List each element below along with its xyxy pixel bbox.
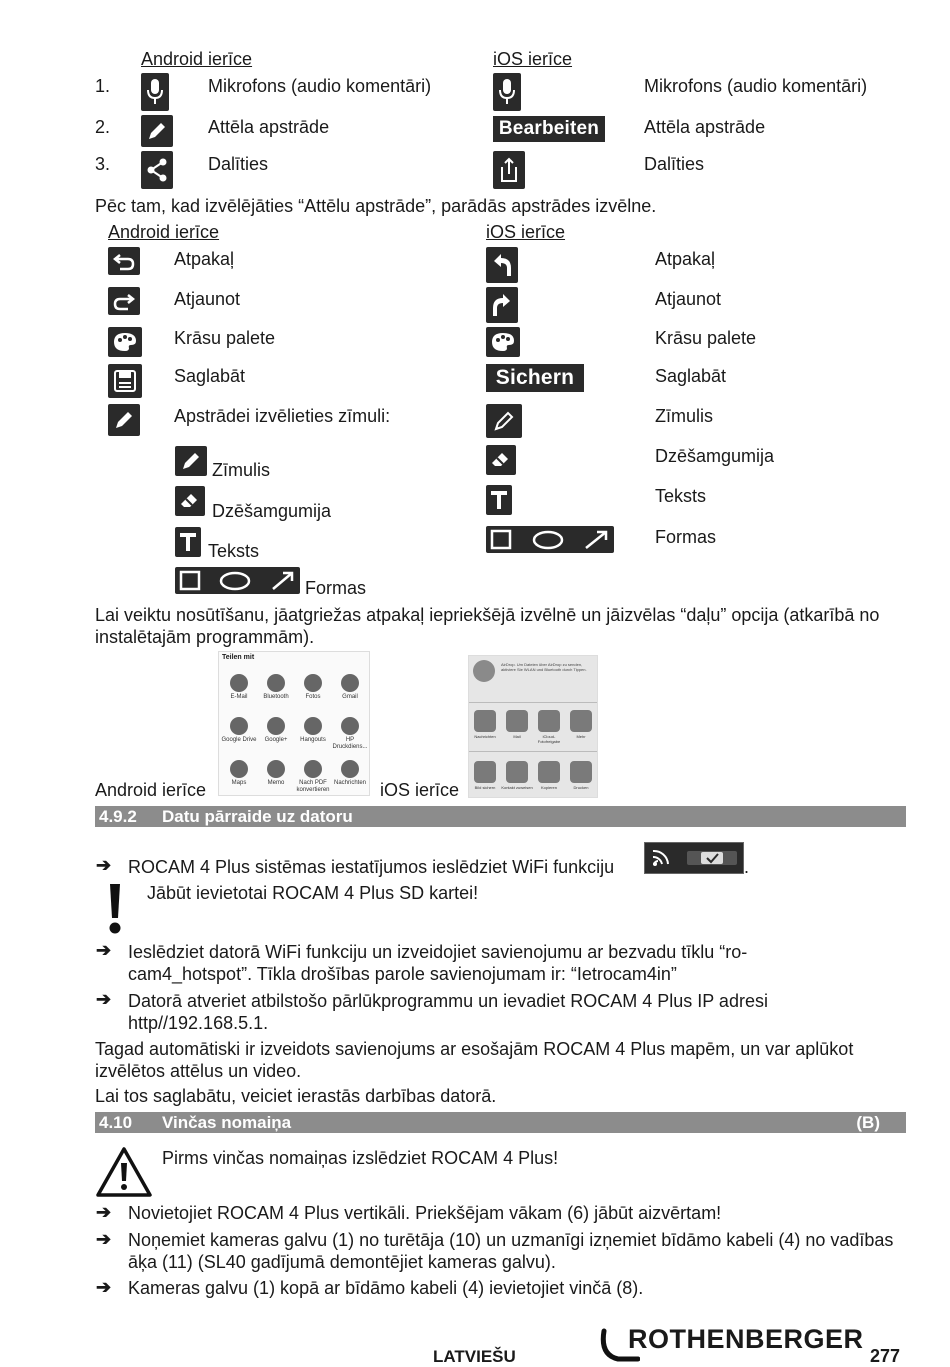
- share-app-more: Mehr: [565, 710, 597, 739]
- microphone-icon: [141, 73, 169, 111]
- palette-icon: [486, 327, 520, 357]
- android-mic-label: Mikrofons (audio komentāri): [208, 76, 432, 96]
- redo-icon: [108, 287, 140, 315]
- airdrop-icon: [473, 660, 495, 682]
- android-column-header: Android ierīce: [141, 49, 253, 69]
- share-app-messages: Nachrichten: [469, 710, 501, 739]
- android-text-label: Teksts: [208, 541, 260, 561]
- android-eraser-label: Dzēšamgumija: [212, 501, 332, 521]
- page-number: 277: [870, 1346, 901, 1366]
- android-redo-label: Atjaunot: [174, 289, 241, 309]
- share-app-gmail: Gmail: [330, 674, 370, 701]
- text-tool-icon: [175, 527, 201, 557]
- android-palette-label: Krāsu palete: [174, 328, 276, 348]
- pencil-icon: [108, 404, 140, 436]
- share-action-copy: Kopieren: [533, 761, 565, 790]
- share-sheet-title: Teilen mit: [222, 654, 255, 661]
- android-column-header: Android ierīce: [108, 222, 220, 242]
- footer-language: LATVIEŠU: [433, 1347, 516, 1366]
- ios-column-header: iOS ierīce: [493, 49, 573, 69]
- share-app-photos: Fotos: [293, 674, 333, 701]
- android-save-label: Saglabāt: [174, 366, 246, 386]
- edit-menu-intro: Pēc tam, kad izvēlējāties “Attēlu apstrāde”, parādās apstrādes izvēlne.: [95, 196, 657, 216]
- section-heading-4-9-2: [95, 806, 906, 827]
- save-paragraph: Lai tos saglabātu, veiciet ierastās darbības datorā.: [95, 1086, 497, 1106]
- winch-warning-text: Pirms vinčas nomaiņas izslēdziet ROCAM 4 Plus!: [162, 1148, 559, 1168]
- row-number: 3.: [95, 154, 111, 174]
- exclamation-icon: [104, 882, 126, 936]
- share-action-print: Drucken: [565, 761, 597, 790]
- share-app-icloud: iCloud-Fotofreigabe: [533, 710, 565, 744]
- share-box-icon: [493, 151, 525, 189]
- ios-pencil-label: Zīmulis: [655, 406, 713, 426]
- android-edit-label: Attēla apstrāde: [208, 117, 330, 137]
- ios-shapes-label: Formas: [655, 527, 717, 547]
- sichern-button-icon: Sichern: [486, 364, 584, 392]
- bullet-vertical: Novietojiet ROCAM 4 Plus vertikāli. Priekšējam vākam (6) jābūt aizvērtam!: [128, 1203, 722, 1223]
- share-instruction: Lai veiktu nosūtīšanu, jāatgriežas atpakaļ iepriekšējā izvēlnē un jāizvēlas “daļu” opcija (atkarībā no instalētajām programmām).: [95, 605, 880, 647]
- ios-redo-label: Atjaunot: [655, 289, 722, 309]
- bullet-insert-winch: Kameras galvu (1) kopā ar bīdāmo kabeli (4) ievietojiet vinčā (8).: [128, 1278, 644, 1298]
- android-share-screenshot: [218, 651, 370, 796]
- eraser-icon: [486, 445, 516, 475]
- footer-brand: ROTHENBERGER: [628, 1324, 864, 1354]
- share-app-drive: Google Drive: [219, 717, 259, 744]
- share-app-messages: Nachrichten: [330, 760, 370, 787]
- undo-icon: [486, 247, 518, 283]
- bullet-browser-ip: Datorā atveriet atbilstošo pārlūkprogrammu un ievadiet ROCAM 4 Plus IP adresi http//192.168.5.1.: [128, 991, 768, 1033]
- bullet-arrow-icon: ➔: [96, 855, 112, 875]
- share-app-googleplus: Google+: [256, 717, 296, 744]
- share-app-pdf: Nach PDF konvertieren: [293, 760, 333, 794]
- text-tool-icon: [486, 485, 512, 515]
- ios-share-caption: iOS ierīce: [380, 780, 460, 800]
- bullet-wifi-enable: ROCAM 4 Plus sistēmas iestatījumos ieslēdziet WiFi funkciju: [128, 857, 615, 877]
- pencil-icon: [141, 115, 173, 147]
- wifi-toggle-image: [644, 842, 744, 874]
- bullet-wifi-connect: Ieslēdziet datorā WiFi funkciju un izveidojiet savienojumu ar bezvadu tīklu “ro-cam4_hotspot”. Tīkla drošības parole savienojumam ir: “Ietrocam4in”: [128, 942, 748, 984]
- section-number: 4.10: [99, 1113, 133, 1132]
- share-action-contact: Kontakt zuweisen: [501, 761, 533, 790]
- share-app-bluetooth: Bluetooth: [256, 674, 296, 701]
- row-number: 2.: [95, 117, 111, 137]
- bullet-arrow-icon: ➔: [96, 1229, 112, 1249]
- bearbeiten-button-icon: Bearbeiten: [493, 116, 605, 142]
- share-app-memo: Memo: [256, 760, 296, 787]
- ios-save-label: Saglabāt: [655, 366, 727, 386]
- share-app-mail: Mail: [501, 710, 533, 739]
- section-title: Vinčas nomaiņa: [162, 1113, 292, 1132]
- share-app-maps: Maps: [219, 760, 259, 787]
- save-disk-icon: [108, 364, 142, 398]
- bullet-remove-head: Noņemiet kameras galvu (1) no turētāja (10) un uzmanīgi izņemiet bīdāmo kabeli (4) no vadības āķa (11) (SL40 gadījumā demontējiet kameras galvu).: [128, 1230, 894, 1272]
- ios-undo-label: Atpakaļ: [655, 249, 716, 269]
- connection-paragraph: Tagad automātiski ir izveidots savienojums ar esošajām ROCAM 4 Plus mapēm, un var aplūkot izvēlētos attēlus un video.: [95, 1039, 854, 1081]
- redo-icon: [486, 287, 518, 323]
- microphone-icon: [493, 73, 521, 111]
- warning-triangle-icon: [95, 1146, 153, 1198]
- ios-edit-label: Attēla apstrāde: [644, 117, 766, 137]
- share-action-save-image: Bild sichern: [469, 761, 501, 790]
- section-number: 4.9.2: [99, 807, 137, 826]
- pencil-icon: [175, 446, 207, 476]
- sd-card-note: Jābūt ievietotai ROCAM 4 Plus SD kartei!: [147, 883, 479, 903]
- share-app-hp: HP Druckdiens...: [330, 717, 370, 751]
- ios-eraser-label: Dzēšamgumija: [655, 446, 775, 466]
- share-app-hangouts: Hangouts: [293, 717, 333, 744]
- bullet-arrow-icon: ➔: [96, 1202, 112, 1222]
- airdrop-text: AirDrop. Um Dateien über AirDrop zu senden, aktiviere Sie WLAN und Bluetooth durch Tippen.: [501, 662, 587, 672]
- section-heading-4-10: [95, 1112, 906, 1133]
- section-title: Datu pārraide uz datoru: [162, 807, 353, 826]
- android-choose-pencil-label: Apstrādei izvēlieties zīmuli:: [174, 406, 391, 426]
- bullet-arrow-icon: ➔: [96, 989, 112, 1009]
- android-share-label: Dalīties: [208, 154, 269, 174]
- undo-icon: [108, 247, 140, 275]
- ios-share-screenshot: [468, 655, 598, 798]
- row-number: 1.: [95, 76, 111, 96]
- ios-column-header: iOS ierīce: [486, 222, 566, 242]
- shapes-icon: [175, 567, 300, 594]
- ios-mic-label: Mikrofons (audio komentāri): [644, 76, 868, 96]
- ios-share-label: Dalīties: [644, 154, 705, 174]
- pencil-icon: [486, 404, 522, 438]
- share-icon: [141, 151, 173, 189]
- share-app-email: E-Mail: [219, 674, 259, 701]
- palette-icon: [108, 327, 142, 357]
- shapes-icon: [486, 526, 614, 553]
- android-shapes-label: Formas: [305, 578, 367, 598]
- ios-text-label: Teksts: [655, 486, 707, 506]
- wifi-icon: [645, 843, 743, 873]
- android-undo-label: Atpakaļ: [174, 249, 235, 269]
- ios-palette-label: Krāsu palete: [655, 328, 757, 348]
- section-tag: (B): [856, 1113, 880, 1132]
- android-pencil-label: Zīmulis: [212, 460, 270, 480]
- eraser-icon: [175, 486, 205, 516]
- android-share-caption: Android ierīce: [95, 780, 207, 800]
- bullet-arrow-icon: ➔: [96, 1277, 112, 1297]
- bullet-arrow-icon: ➔: [96, 940, 112, 960]
